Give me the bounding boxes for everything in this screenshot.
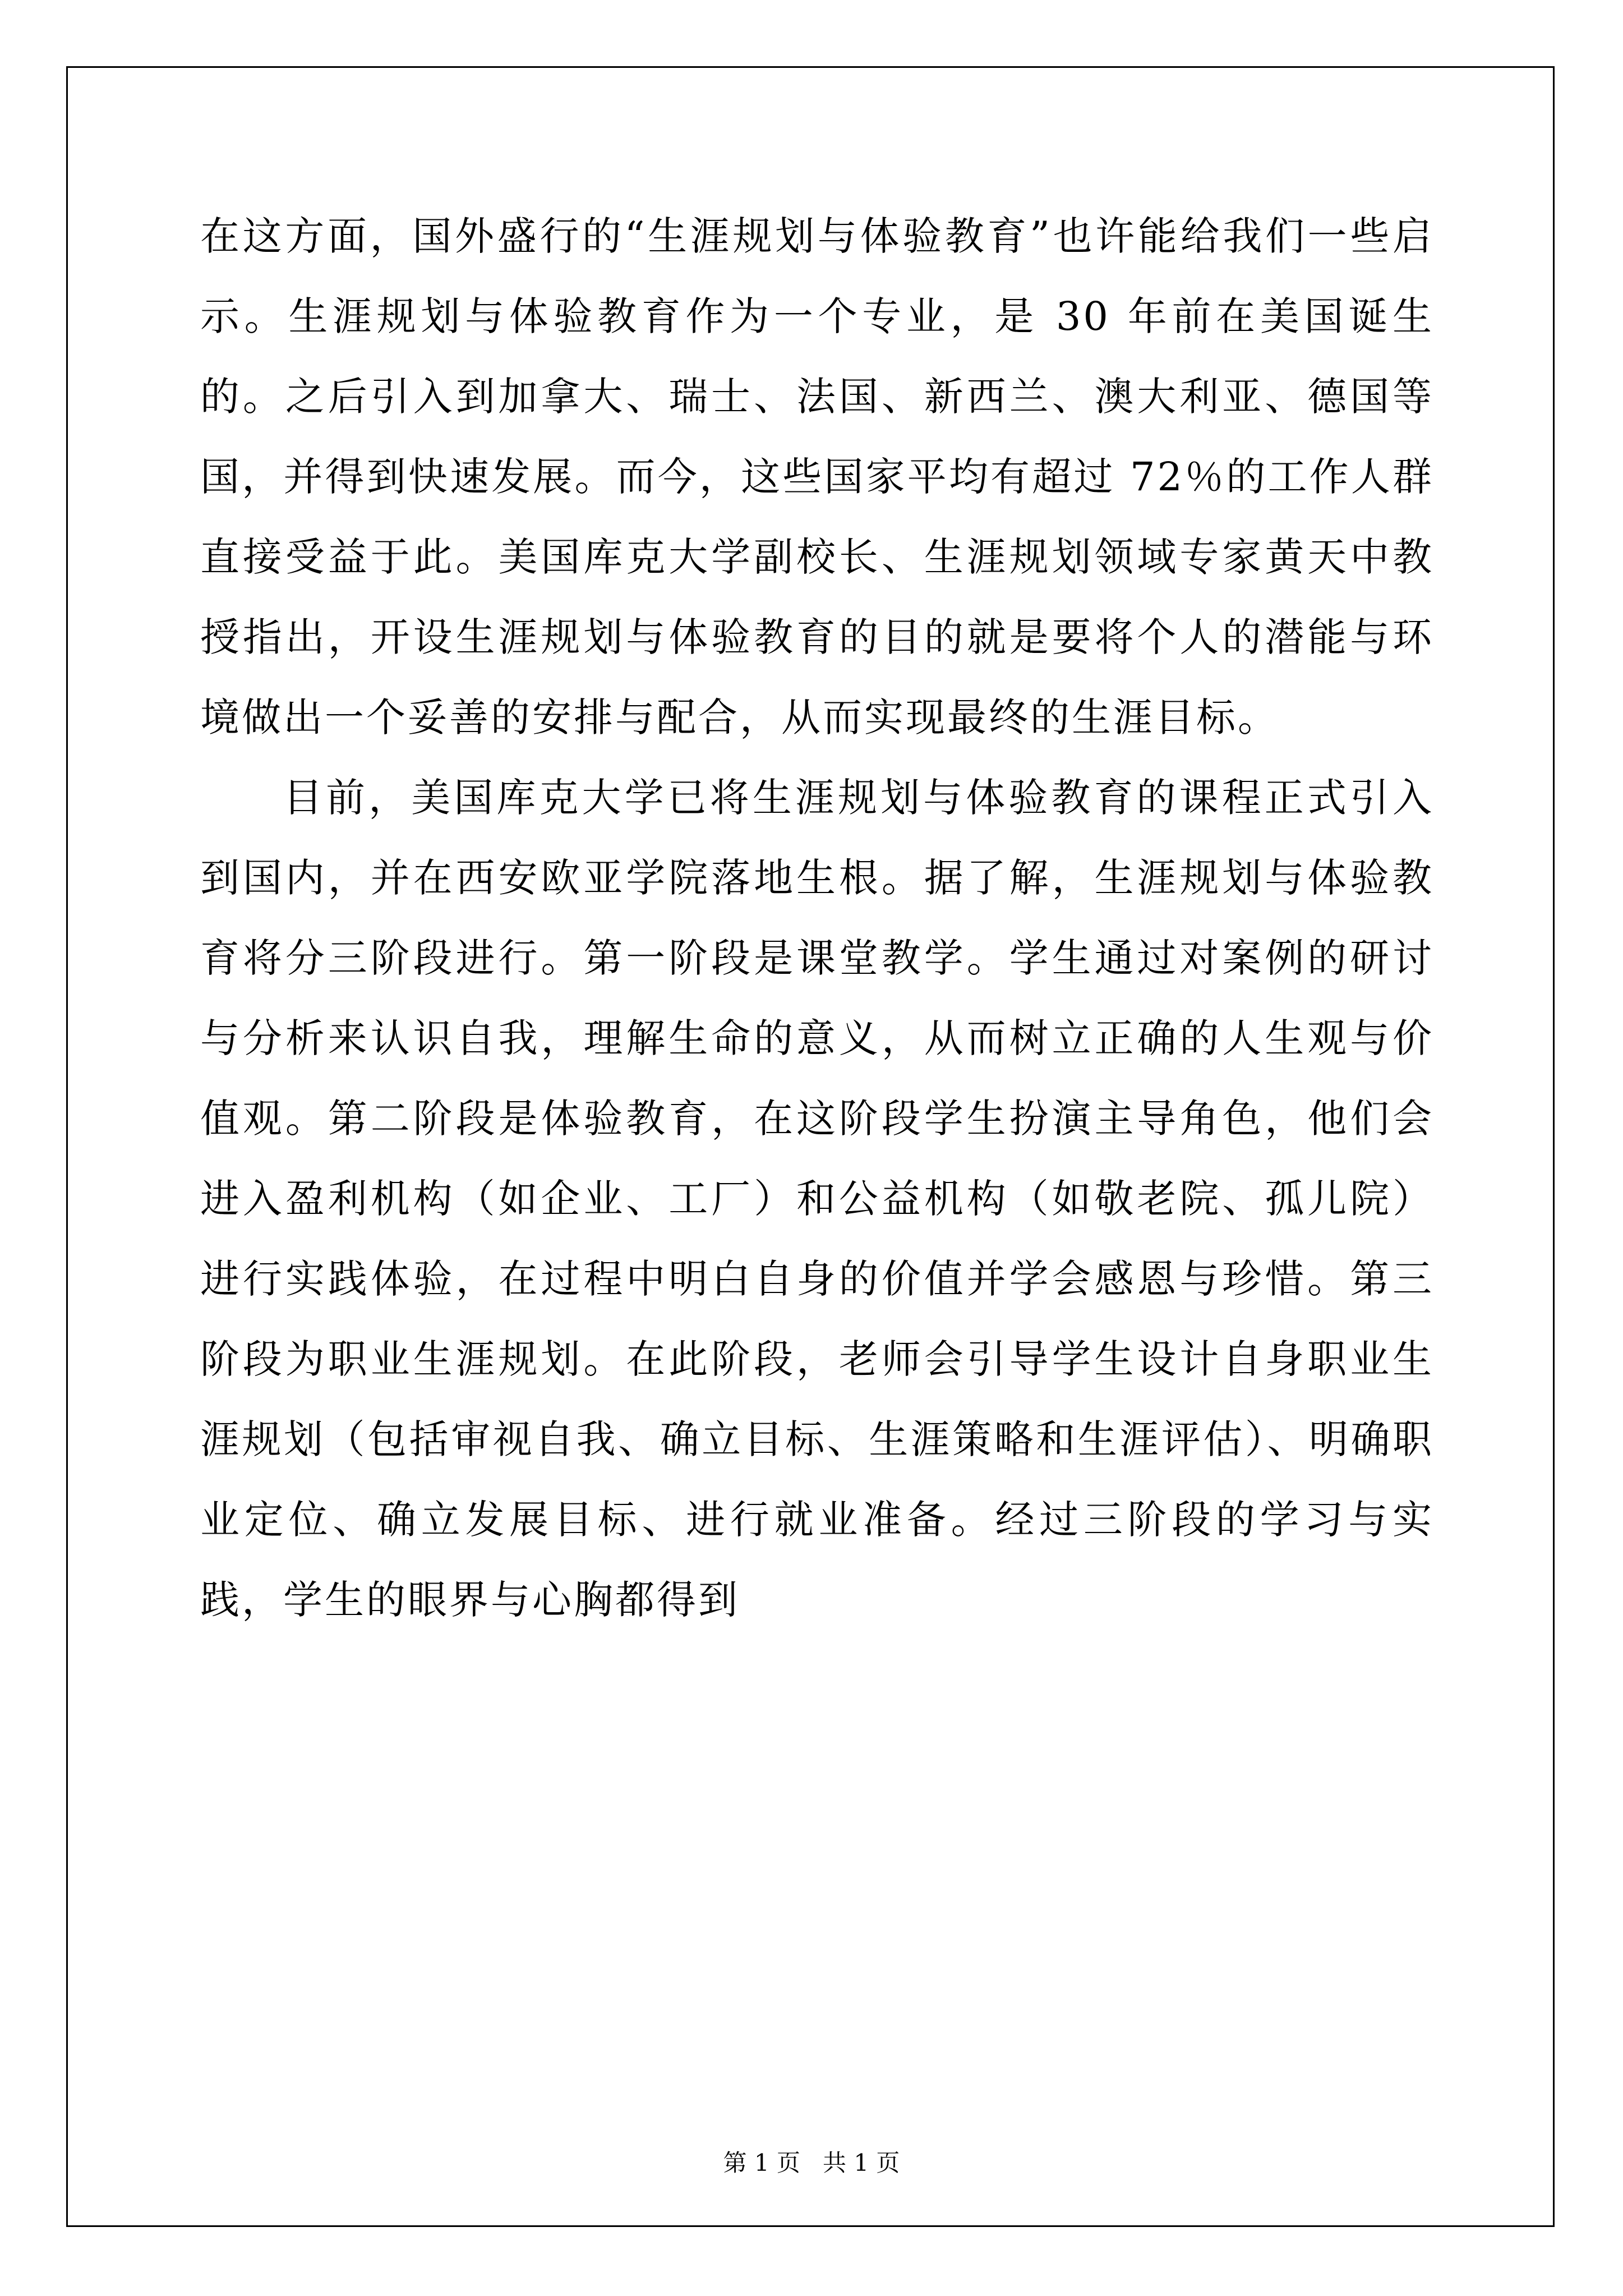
document-body [200,196,1434,1640]
page-footer [0,2146,1623,2180]
paragraph-1: 在这方面，国外盛行的“生涯规划与体验教育”也许能给我们一些启示。生涯规划与体验教育作为一个专业，是 30 年前在美国诞生的。之后引入到加拿大、瑞士、法国、新西兰、澳大利亚、德国等国，并得到快速发展。而今，这些国家平均有超过 72％的工作人群直接受益于此。美国库克大学副校长、生涯规划领域专家黄天中教授指出，开设生涯规划与体验教育的目的就是要将个人的潜能与环境做出一个妥善的安排与配合，从而实现最终的生涯目标。 [200,213,1434,740]
page-number: 第 1 页 [723,2149,800,2177]
paragraph-2: 目前，美国库克大学已将生涯规划与体验教育的课程正式引入到国内，并在西安欧亚学院落地生根。据了解，生涯规划与体验教育将分三阶段进行。第一阶段是课堂教学。学生通过对案例的研讨与分析来认识自我，理解生命的意义，从而树立正确的人生观与价值观。第二阶段是体验教育，在这阶段学生扮演主导角色，他们会进入盈利机构（如企业、工厂）和公益机构（如敬老院、孤儿院）进行实践体验，在过程中明白自身的价值并学会感恩与珍惜。第三阶段为职业生涯规划。在此阶段，老师会引导学生设计自身职业生涯规划（包括审视自我、确立目标、生涯策略和生涯评估）、明确职业定位、确立发展目标、进行就业准备。经过三阶段的学习与实践，学生的眼界与心胸都得到 [200,775,1434,1623]
total-pages: 共 1 页 [823,2149,900,2177]
